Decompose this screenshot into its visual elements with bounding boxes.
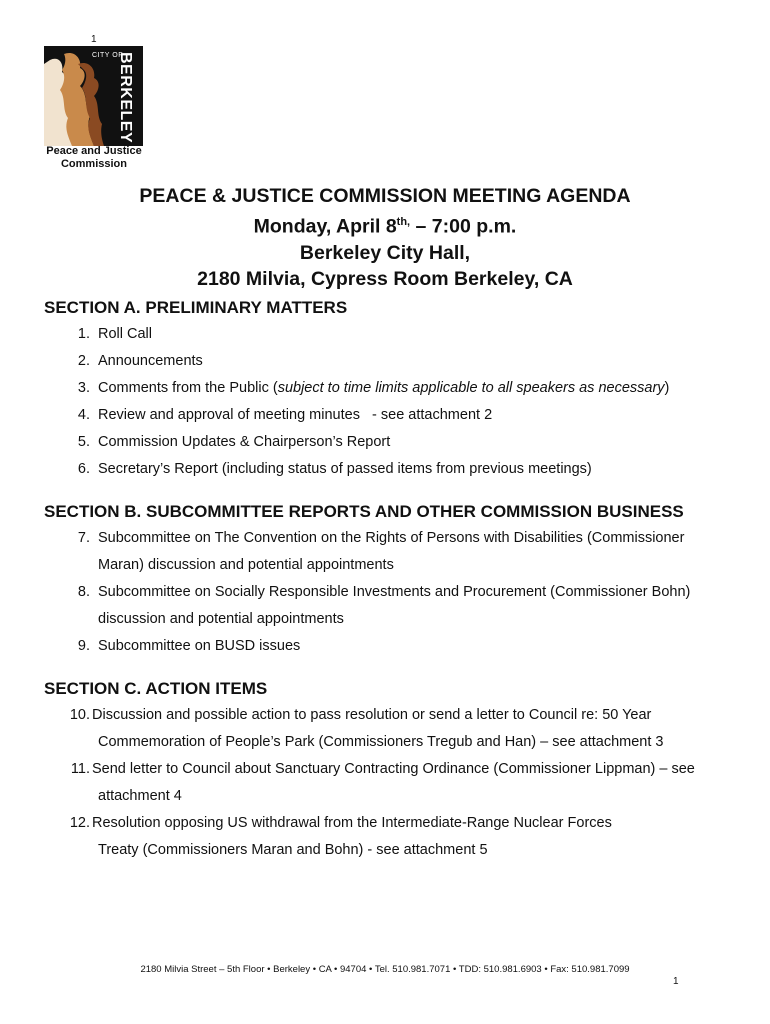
item-text: Commission Updates & Chairperson’s Report [98,434,391,450]
page-footer: 2180 Milvia Street – 5th Floor • Berkeley • CA • 94704 • Tel. 510.981.7071 • TDD: 510.981.6903 • Fax: 510.981.7099 [140,964,630,975]
section-a-title: SECTION A. PRELIMINARY MATTERS [44,298,348,317]
logo-city-name: BERKELEY [117,52,134,144]
logo-caption-line2: Commission [60,158,127,170]
item-number: 7. [77,530,90,546]
list-item [44,375,734,402]
item-number: 8. [77,584,90,600]
list-item [44,810,744,864]
page-number-bottom: 1 [673,976,679,987]
list-item [44,579,734,633]
list-item [44,429,734,456]
agenda-header [0,183,770,292]
section-b-title: SECTION B. SUBCOMMITTEE REPORTS AND OTHER COMMISSION BUSINESS [44,502,684,521]
item-text-post: ) [664,380,670,396]
item-text-line2: Treaty (Commissioners Maran and Bohn) - see attachment 5 [98,842,488,858]
logo-small-text: CITY OF [92,52,123,59]
item-text-line2: Commemoration of People’s Park (Commissioners Tregub and Han) – see attachment 3 [98,734,664,750]
header-title: PEACE & JUSTICE COMMISSION MEETING AGENDA [139,185,631,207]
item-number: 12. [69,815,90,831]
logo-caption-line1: Peace and Justice [46,145,142,157]
item-number: 4. [77,407,90,423]
item-text-line1: Discussion and possible action to pass resolution or send a letter to Council re: 50 Year [92,707,652,723]
section-c-items [44,702,744,864]
item-text-pre: Comments from the Public ( [98,380,278,396]
section-c-title: SECTION C. ACTION ITEMS [44,679,268,698]
logo-caption [38,145,150,171]
item-number: 6. [77,461,90,477]
item-text-line2: discussion and potential appointments [98,611,344,627]
item-number: 5. [77,434,90,450]
list-item [44,321,734,348]
item-text-line2: Maran) discussion and potential appointments [98,557,394,573]
item-text: Review and approval of meeting minutes - see attachment 2 [98,407,493,423]
list-item [44,702,744,756]
list-item [44,456,734,483]
item-text-line1: Subcommittee on The Convention on the Rights of Persons with Disabilities (Commissioner [98,530,685,546]
page-number-top: 1 [91,34,97,45]
list-item [44,402,734,429]
header-time: – 7:00 p.m. [410,215,517,238]
item-text [98,375,669,402]
list-item [44,525,734,579]
header-date [0,209,770,240]
item-number: 1. [77,326,90,342]
item-text-line2: attachment 4 [98,788,182,804]
item-number: 11. [70,761,90,777]
item-number: 3. [77,380,90,396]
item-text-line1: Subcommittee on Socially Responsible Investments and Procurement (Commissioner Bohn) [98,584,691,600]
item-text [92,702,664,756]
item-text [92,756,695,810]
list-item [44,756,744,810]
item-text-line1: Resolution opposing US withdrawal from the Intermediate-Range Nuclear Forces [92,815,612,831]
section-b-items [44,525,734,660]
list-item [44,633,734,660]
list-item [44,348,734,375]
item-text-line1: Send letter to Council about Sanctuary Contracting Ordinance (Commissioner Lippman) – see [92,761,695,777]
item-number: 10. [69,707,90,723]
item-text: Announcements [98,353,203,369]
item-text [98,579,690,633]
item-text: Subcommittee on BUSD issues [98,638,301,654]
section-a-items [44,321,734,483]
item-number: 9. [77,638,90,654]
item-text [98,525,684,579]
city-of-berkeley-logo [44,46,143,146]
header-date-sup: th, [396,216,411,228]
item-text [92,810,612,864]
item-text: Roll Call [98,326,152,342]
item-text-italic: subject to time limits applicable to all speakers as necessary [277,380,665,396]
header-address: 2180 Milvia, Cypress Room Berkeley, CA [197,267,573,290]
item-number: 2. [77,353,90,369]
header-date-text: Monday, April 8 [253,215,397,238]
item-text: Secretary’s Report (including status of passed items from previous meetings) [98,461,592,477]
header-venue: Berkeley City Hall, [299,241,471,264]
